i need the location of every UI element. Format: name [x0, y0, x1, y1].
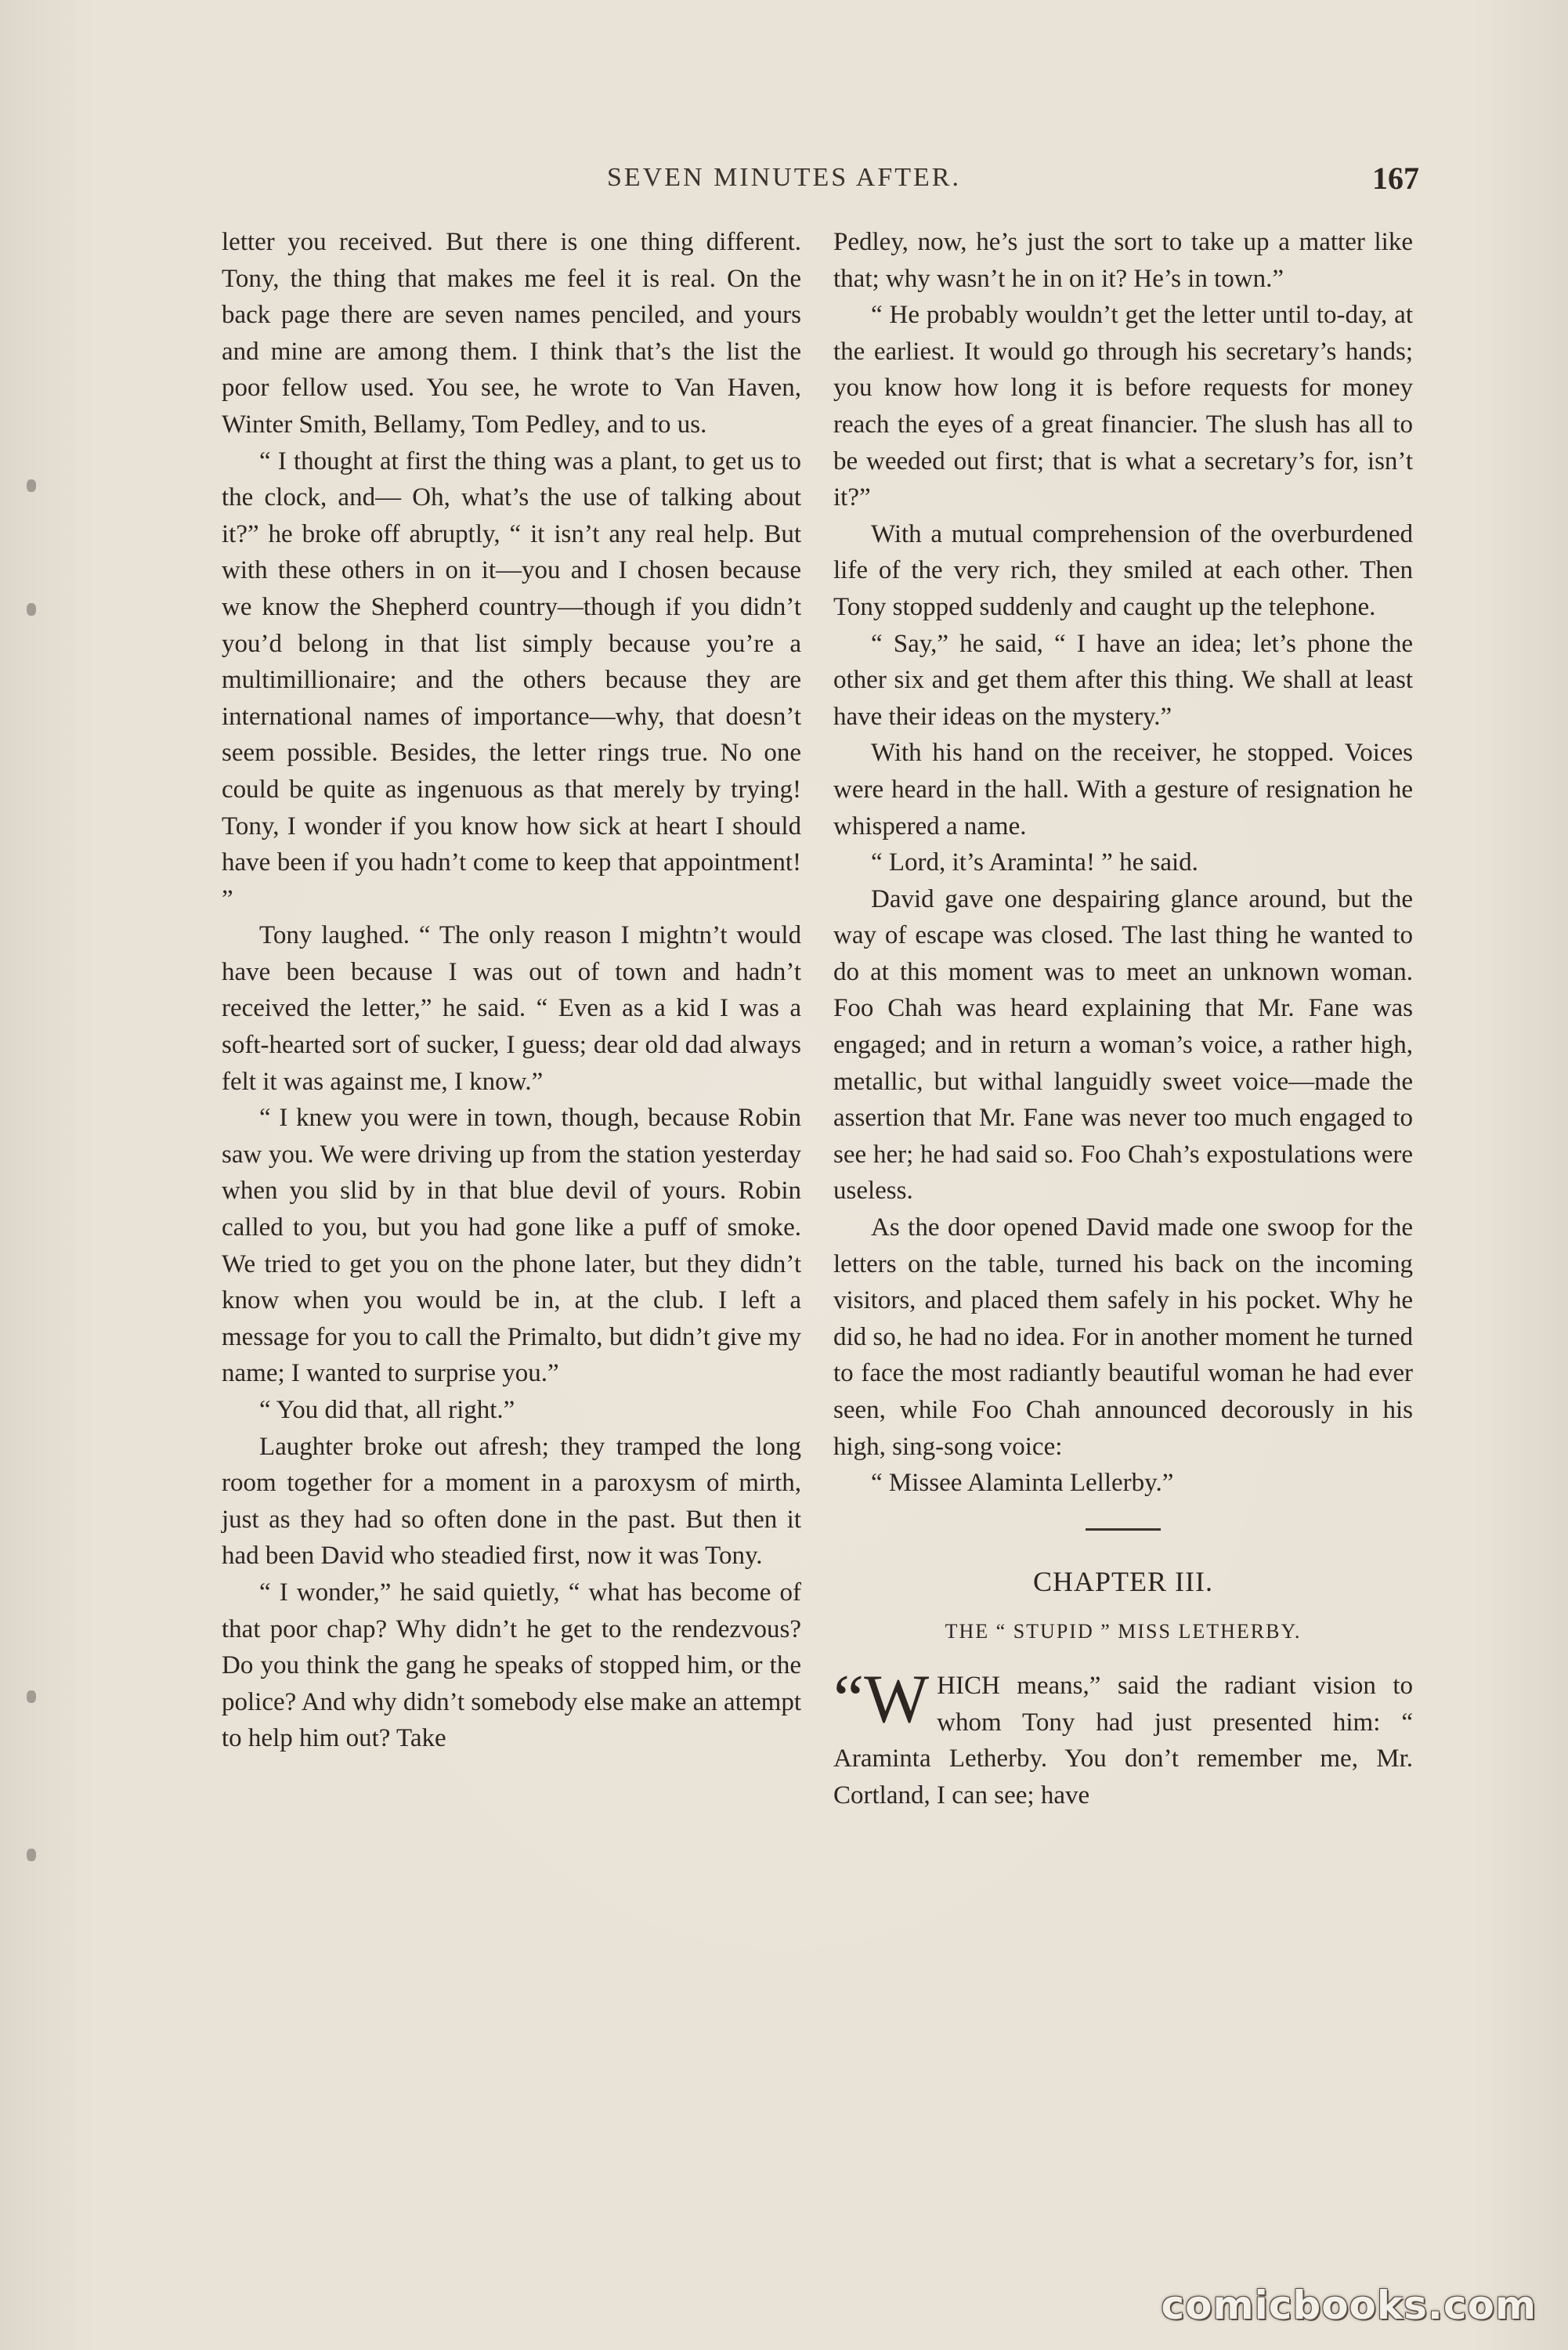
chapter-opening-text: HICH means,” said the radiant vision to whom Tony had just presented him: “ Araminta Letherby. You don’t remember me, Mr. Cortland, I can see; have — [833, 1671, 1413, 1810]
paragraph: As the door opened David made one swoop for the letters on the table, turned his back on the incoming visitors, and placed them safely in his pocket. Why he did so, he had no idea. For in another moment he turned to face the most radiantly beautiful woman he had ever seen, while Foo Chah announced decorously in his high, sing-song voice: — [833, 1213, 1413, 1461]
paragraph: “ Missee Alaminta Lellerby.” — [871, 1469, 1174, 1498]
paragraph: “ He probably wouldn’t get the letter until to-day, at the earliest. It would go through his secretary’s hands; you know how long it is before requests for money reach the eyes of a great financier. The slush has all to be weeded out first; that is what a secretary’s for, isn’t it?” — [833, 301, 1413, 512]
paragraph: letter you received. But there is one thing different. Tony, the thing that makes me feel it is real. On the back page there are seven names penciled, and yours and mine are among them. I think that’s the list the poor fellow used. You see, he wrote to Van Haven, Winter Smith, Bellamy, Tom Pedley, and to us. — [222, 228, 801, 439]
chapter-subtitle: THE “ STUPID ” MISS LETHERBY. — [945, 1620, 1302, 1643]
running-title: SEVEN MINUTES AFTER. — [607, 163, 961, 192]
paragraph: “ You did that, all right.” — [259, 1396, 515, 1424]
paragraph: Pedley, now, he’s just the sort to take up a matter like that; why wasn’t he in on it? He’s in town.” — [833, 228, 1413, 293]
margin-speck — [27, 603, 36, 616]
drop-cap — [833, 1661, 930, 1737]
paragraph: With a mutual comprehension of the overburdened life of the very rich, they smiled at each other. Then Tony stopped suddenly and caught up the telephone. — [833, 519, 1413, 621]
right-column — [833, 224, 1413, 1813]
paragraph: “ I wonder,” he said quietly, “ what has become of that poor chap? Why didn’t he get to the rendezvous? Do you think the gang he speaks of stopped him, or the police? And why didn’t somebody else make an attempt to help him out? Take — [222, 1578, 801, 1753]
paragraph: “ Lord, it’s Araminta! ” he said. — [871, 848, 1198, 877]
section-divider — [1086, 1528, 1161, 1531]
chapter-opening-paragraph — [833, 1661, 1413, 1813]
paragraph: Tony laughed. “ The only reason I mightn’t would have been because I was out of town and hadn’t received the letter,” he said. “ Even as a kid I was a soft-hearted sort of sucker, I guess; dear old dad always felt it was against me, I know.” — [222, 921, 801, 1096]
drop-cap-letter: W — [864, 1661, 930, 1737]
paragraph: With his hand on the receiver, he stopped. Voices were heard in the hall. With a gesture of resignation he whispered a name. — [833, 739, 1413, 841]
page-header — [0, 160, 1568, 207]
watermark-logo: comicbooks.com — [1161, 2283, 1537, 2328]
paragraph: “ I knew you were in town, though, because Robin saw you. We were driving up from the station yesterday when you slid by in that blue devil of yours. Robin called to you, but you had gone like a puff of smoke. We tried to get you on the phone later, but they didn’t know when you would be in, at the club. I left a message for you to call the Primalto, but didn’t give my name; I wanted to surprise you.” — [222, 1104, 801, 1388]
paragraph: “ Say,” he said, “ I have an idea; let’s phone the other six and get them after this thing. We shall at least have their ideas on the mystery.” — [833, 629, 1413, 731]
paragraph: David gave one despairing glance around, but the way of escape was closed. The last thing he wanted to do at this moment was to meet an unknown woman. Foo Chah was heard explaining that Mr. Fane was engaged; and in return a woman’s voice, a rather high, metallic, but withal languidly sweet voice—made the assertion that Mr. Fane was never too much engaged to see her; he had said so. Foo Chah’s expostulations were useless. — [833, 884, 1413, 1206]
page-number: 167 — [1372, 161, 1419, 196]
chapter-heading: CHAPTER III. — [1033, 1565, 1213, 1597]
paragraph: “ I thought at first the thing was a plant, to get us to the clock, and— Oh, what’s the use of talking about it?” he broke off abruptly, “ it isn’t any real help. But with these others in on it—you and I chosen because we know the Shepherd country—though if you didn’t you’d belong in that list simply because you’re a multimillionaire; and the others because they are international names of importance—why, that doesn’t seem possible. Besides, the letter rings true. No one could be quite as ingenuous as that merely by trying! Tony, I wonder if you know how sick at heart I should have been if you hadn’t come to keep that appointment! ” — [222, 446, 801, 913]
left-column — [222, 224, 801, 1757]
paragraph: Laughter broke out afresh; they tramped the long room together for a moment in a paroxysm of mirth, just as they had so often done in the past. But then it had been David who steadied first, now it was Tony. — [222, 1432, 801, 1571]
drop-cap-quote: “ — [833, 1661, 865, 1737]
margin-speck — [27, 1690, 36, 1703]
margin-speck — [27, 1849, 36, 1861]
margin-speck — [27, 479, 36, 492]
